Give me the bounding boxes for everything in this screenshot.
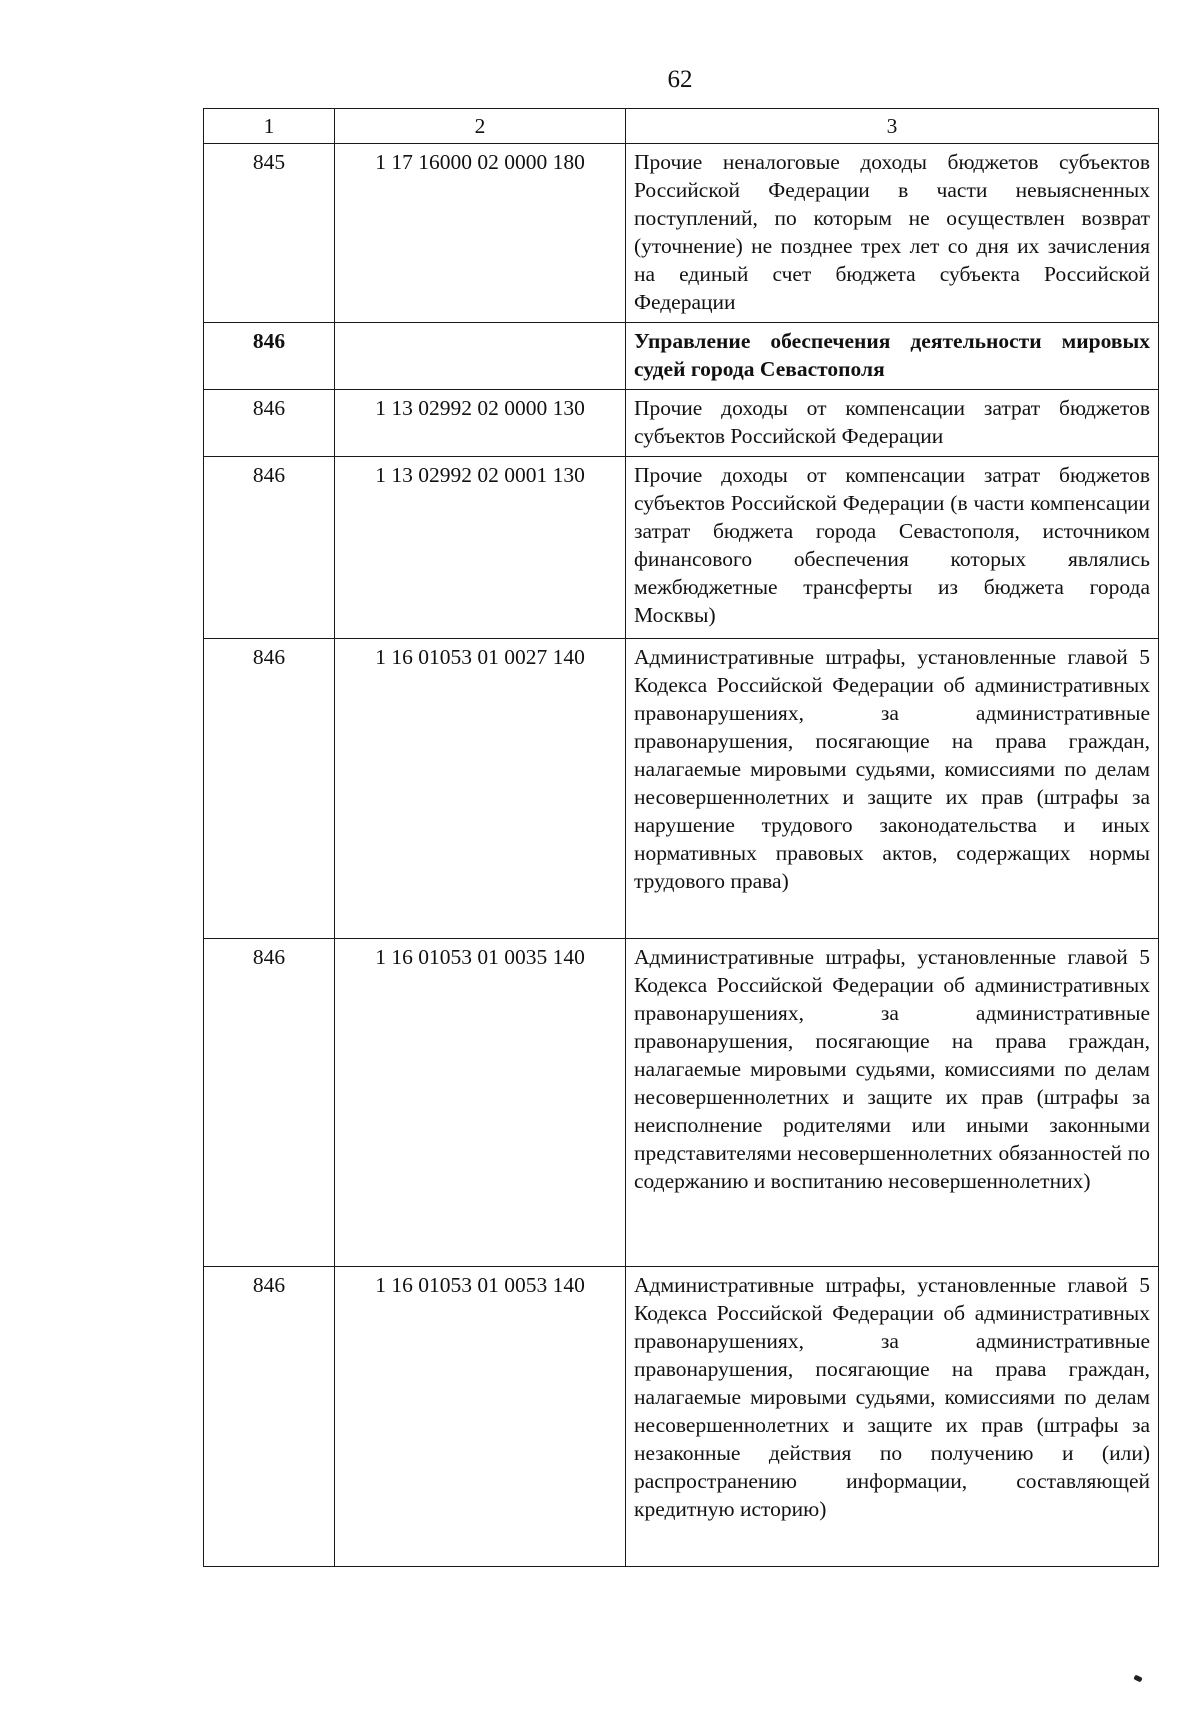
admin-code-cell: 846 <box>204 457 335 639</box>
scan-speck <box>1133 1675 1142 1683</box>
table-row <box>204 390 1159 457</box>
header-col-3: 3 <box>626 109 1159 144</box>
revenue-name-cell: Административные штрафы, установленные главой 5 Кодекса Российской Федерации об административных правонарушениях, за административные правонарушения, посягающие на права граждан, налагаемые мировыми судьями, комиссиями по делам несовершеннолетних и защите их прав (штрафы за незаконные действия по получению и (или) распространению информации, составляющей кредитную историю) <box>626 1267 1159 1567</box>
revenue-name-cell: Административные штрафы, установленные главой 5 Кодекса Российской Федерации об административных правонарушениях, за административные правонарушения, посягающие на права граждан, налагаемые мировыми судьями, комиссиями по делам несовершеннолетних и защите их прав (штрафы за неисполнение родителями или иными законными представителями несовершеннолетних обязанностей по содержанию и воспитанию несовершеннолетних) <box>626 939 1159 1267</box>
kbk-code-cell: 1 13 02992 02 0001 130 <box>335 457 626 639</box>
admin-code-cell: 846 <box>204 639 335 939</box>
table-row <box>204 639 1159 939</box>
admin-code-cell: 845 <box>204 144 335 323</box>
table-row <box>204 144 1159 323</box>
admin-code-cell: 846 <box>204 1267 335 1567</box>
kbk-code-cell: 1 13 02992 02 0000 130 <box>335 390 626 457</box>
kbk-code-cell: 1 16 01053 01 0053 140 <box>335 1267 626 1567</box>
kbk-code-cell <box>335 323 626 390</box>
header-col-2: 2 <box>335 109 626 144</box>
table-row <box>204 939 1159 1267</box>
administrator-name-cell: Управление обеспечения деятельности мировых судей города Севастополя <box>626 323 1159 390</box>
kbk-code-cell: 1 16 01053 01 0035 140 <box>335 939 626 1267</box>
kbk-code-cell: 1 16 01053 01 0027 140 <box>335 639 626 939</box>
table-header-row <box>204 109 1159 144</box>
revenue-codes-table <box>203 108 1159 1567</box>
kbk-code-cell: 1 17 16000 02 0000 180 <box>335 144 626 323</box>
revenue-name-cell: Прочие неналоговые доходы бюджетов субъектов Российской Федерации в части невыясненных поступлений, по которым не осуществлен возврат (уточнение) не позднее трех лет со дня их зачисления на единый счет бюджета субъекта Российской Федерации <box>626 144 1159 323</box>
revenue-name-cell: Прочие доходы от компенсации затрат бюджетов субъектов Российской Федерации (в части компенсации затрат бюджета города Севастополя, источником финансового обеспечения которых являлись межбюджетные трансферты из бюджета города Москвы) <box>626 457 1159 639</box>
table-row-section-heading <box>204 323 1159 390</box>
page-number: 62 <box>667 66 693 93</box>
table-row <box>204 1267 1159 1567</box>
header-col-1: 1 <box>204 109 335 144</box>
table-row <box>204 457 1159 639</box>
revenue-name-cell: Административные штрафы, установленные главой 5 Кодекса Российской Федерации об административных правонарушениях, за административные правонарушения, посягающие на права граждан, налагаемые мировыми судьями, комиссиями по делам несовершеннолетних и защите их прав (штрафы за нарушение трудового законодательства и иных нормативных правовых актов, содержащих нормы трудового права) <box>626 639 1159 939</box>
admin-code-cell: 846 <box>204 939 335 1267</box>
revenue-name-cell: Прочие доходы от компенсации затрат бюджетов субъектов Российской Федерации <box>626 390 1159 457</box>
admin-code-cell: 846 <box>204 390 335 457</box>
admin-code-cell: 846 <box>204 323 335 390</box>
